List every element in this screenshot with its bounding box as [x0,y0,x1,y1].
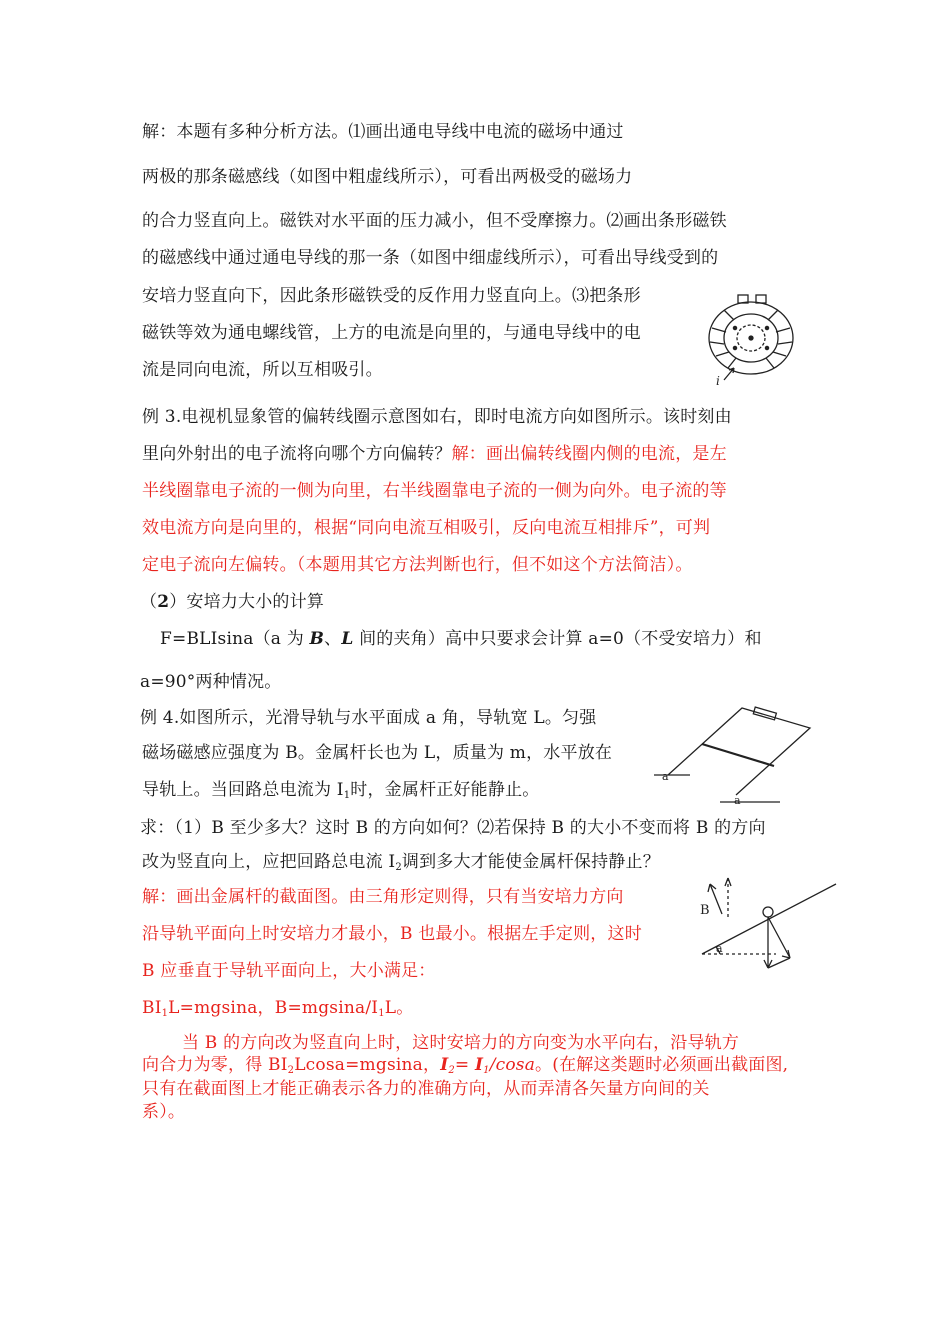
rail-figure [650,700,820,808]
section2-heading [140,591,324,613]
p2-I2-sub: 2 [448,1065,455,1076]
para1-line7: 流是同向电流，所以互相吸引。 [142,360,383,380]
rail-angle-label-2: a [734,794,741,807]
p2-cos: /cosa [489,1055,536,1075]
rail-angle-label-1: a [662,770,669,783]
ex4-question1: 求：（1）B 至少多大？这时 B 的方向如何？⑵若保持 B 的大小不变而将 B 的方向 [140,818,766,838]
sol4-line3: B 应垂直于导轨平面向上，大小满足： [142,961,436,981]
coil-current-label: i [716,374,720,388]
formula-end: 间的夹角）高中只要求会计算 a=0（不受安培力）和 [353,629,762,649]
eq-sub1: 1 [161,1008,169,1019]
sol4-para-line1: 当 B 的方向改为竖直向上时，这时安培力的方向变为水平向右，沿导轨方 [182,1033,740,1053]
p2-b: Lcosa=mgsina， [294,1055,441,1075]
cross-section-figure [696,870,838,978]
ex4-line1: 例 4.如图所示，光滑导轨与水平面成 a 角，导轨宽 L。匀强 [140,708,597,728]
sol4-para-line3: 只有在截面图上才能正确表示各力的准确方向，从而弄清各矢量方向间的关 [142,1079,710,1099]
para1-line4: 的磁感线中通过通电导线的那一条（如图中细虚线所示），可看出导线受到的 [142,248,719,268]
ex4-line3-sub: 1 [343,790,351,801]
p2-a: 向合力为零，得 BI [142,1055,288,1075]
para1-line2: 两极的那条磁感线（如图中粗虚线所示），可看出两极受的磁场力 [142,167,633,187]
para1-line1: 解：本题有多种分析方法。⑴画出通电导线中电流的磁场中通过 [142,122,624,142]
ex3-line3: 半线圈靠电子流的一侧为向里，右半线圈靠电子流的一侧为向外。电子流的等 [142,481,727,501]
ex3-question: 里向外射出的电子流将向哪个方向偏转？ [142,444,452,464]
ex4-q2-b: 调到多大才能使金属杆保持静止？ [401,852,660,872]
para1-line5: 安培力竖直向下，因此条形磁铁受的反作用力竖直向上。⑶把条形 [142,286,641,306]
eq-c: L。 [384,998,414,1018]
deflection-coil-figure [702,288,800,388]
ex4-q2-a: 改为竖直向上，应把回路总电流 I [142,852,396,872]
ex3-line1: 例 3.电视机显象管的偏转线圈示意图如右，即时电流方向如图所示。该时刻由 [142,407,732,427]
p2-I1-sub: 1 [483,1065,490,1076]
eq-sub2: 1 [378,1008,385,1019]
p2-eq: = [454,1055,475,1075]
ex3-line2 [142,443,727,465]
section2-formula-cont: a=90°两种情况。 [140,672,282,692]
ex4-line3-b: 时，金属杆正好能静止。 [350,780,540,800]
ex4-question2 [142,851,660,879]
formula-start: F=BLIsina（a 为 [160,629,310,649]
heading-paren-open: （ [140,592,158,612]
ex4-line3 [142,779,539,807]
p2-I1: I [474,1055,484,1075]
formula-sep: 、 [324,629,342,649]
ex4-line3-a: 导轨上。当回路总电流为 I [142,780,344,800]
p2-c: 。(在解这类题时必须画出截面图, [535,1055,789,1075]
sol4-line2: 沿导轨平面向上时安培力才最小，B 也最小。根据左手定则，这时 [142,924,642,944]
p2-sub: 2 [287,1065,295,1076]
sol4-equation [142,997,413,1025]
sol4-line1: 解：画出金属杆的截面图。由三角形定则得，只有当安培力方向 [142,887,624,907]
ex4-q2-sub: 2 [395,862,402,873]
heading-number: 2 [157,592,170,612]
eq-b: L=mgsina，B=mgsina/I [168,998,379,1018]
ex4-line2: 磁场磁感应强度为 B。金属杆长也为 L，质量为 m，水平放在 [142,743,613,763]
p2-I2: I [440,1055,449,1075]
heading-text: ）安培力大小的计算 [169,592,325,612]
cross-angle-label: a [716,942,723,955]
para1-line3: 的合力竖直向上。磁铁对水平面的压力减小，但不受摩擦力。⑵画出条形磁铁 [142,211,727,231]
eq-a: BI [142,998,162,1018]
ex3-solution-start: 解：画出偏转线圈内侧的电流，是左 [451,444,727,464]
sol4-para-line4: 系）。 [142,1102,186,1122]
formula-B: B [309,629,325,649]
formula-L: L [341,629,354,649]
para1-line6: 磁铁等效为通电螺线管，上方的电流是向里的，与通电导线中的电 [142,323,641,343]
section2-formula [160,628,762,650]
cross-B-label: B [700,903,710,918]
ex3-line4: 效电流方向是向里的，根据“同向电流互相吸引，反向电流互相排斥”，可判 [142,518,711,538]
ex3-line5: 定电子流向左偏转。（本题用其它方法判断也行，但不如这个方法简洁）。 [142,555,693,575]
